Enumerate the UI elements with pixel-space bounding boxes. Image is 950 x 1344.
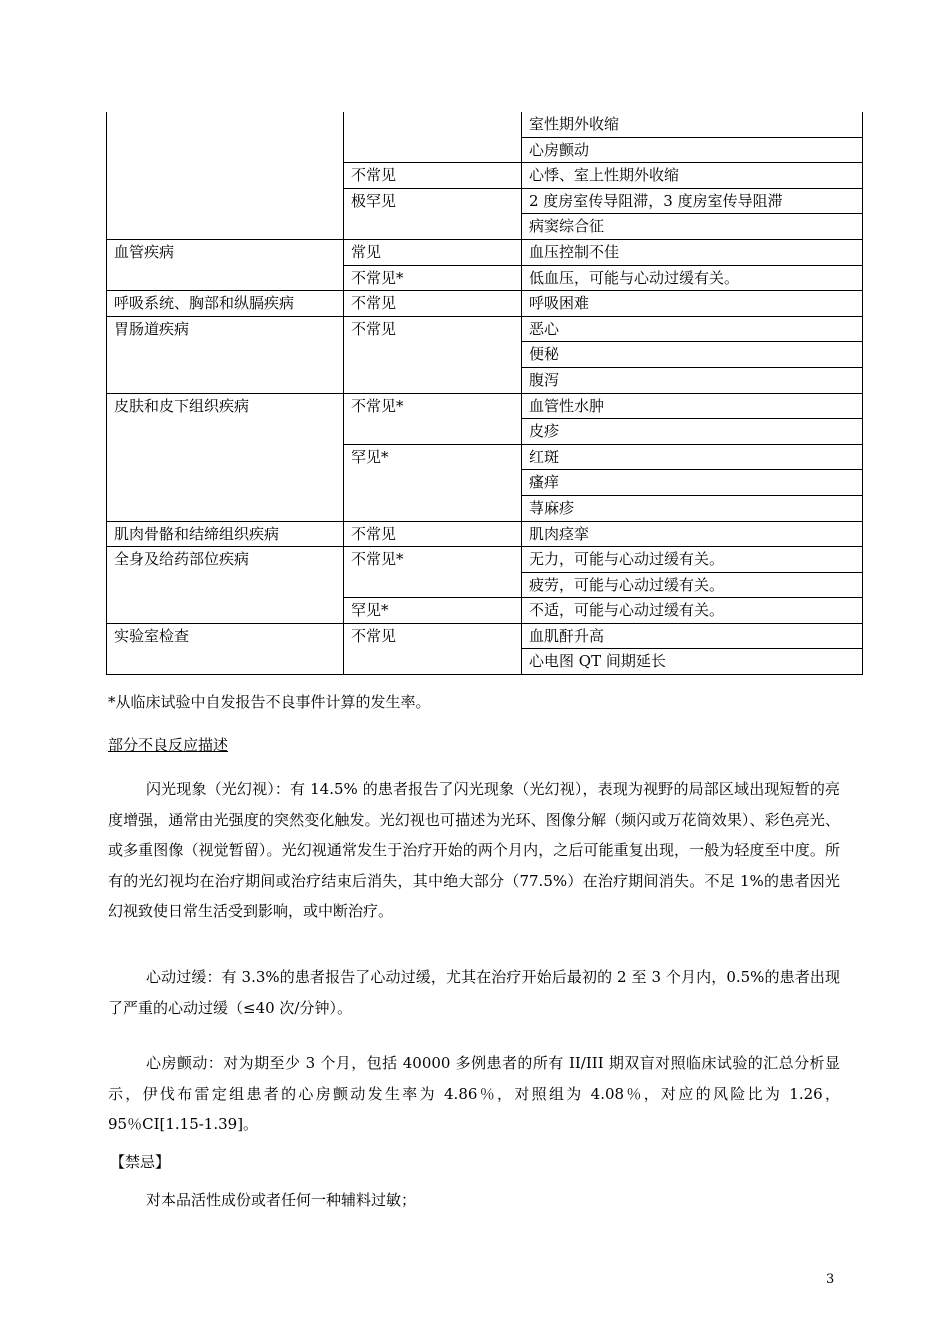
table-cell-frequency: 常见 bbox=[344, 239, 522, 265]
table-cell-frequency: 罕见* bbox=[344, 598, 522, 624]
section-subheading: 部分不良反应描述 bbox=[108, 736, 229, 754]
table-footnote: *从临床试验中自发报告不良事件计算的发生率。 bbox=[108, 693, 431, 711]
table-cell-frequency: 不常见* bbox=[344, 547, 522, 598]
table-row bbox=[107, 112, 863, 137]
table-cell-reaction: 腹泻 bbox=[522, 367, 863, 393]
table-cell-reaction: 无力，可能与心动过缓有关。 bbox=[522, 547, 863, 573]
table-cell-reaction: 血管性水肿 bbox=[522, 393, 863, 419]
table-cell-reaction: 心悸、室上性期外收缩 bbox=[522, 163, 863, 189]
table-cell-reaction: 2 度房室传导阻滞，3 度房室传导阻滞 bbox=[522, 188, 863, 214]
table-cell-reaction: 呼吸困难 bbox=[522, 291, 863, 317]
paragraph-atrial-fibrillation: 心房颤动：对为期至少 3 个月，包括 40000 多例患者的所有 II/III 期双盲对照临床试验的汇总分析显示，伊伐布雷定组患者的心房颤动发生率为 4.86％，对照组为 4.08％，对应的风险比为 1.26，95％CI[1.15-1.39]。 bbox=[108, 1054, 840, 1133]
table-cell-reaction: 皮疹 bbox=[522, 419, 863, 445]
page-number: 3 bbox=[826, 1272, 835, 1287]
section-title-contraindications: 【禁忌】 bbox=[110, 1153, 171, 1171]
table-cell-frequency: 不常见 bbox=[344, 521, 522, 547]
table-cell-frequency: 极罕见 bbox=[344, 188, 522, 239]
table-cell-organ-class: 全身及给药部位疾病 bbox=[107, 547, 344, 624]
table-cell-organ-class: 血管疾病 bbox=[107, 239, 344, 290]
table-cell-organ-class: 呼吸系统、胸部和纵膈疾病 bbox=[107, 291, 344, 317]
table-cell-reaction: 血压控制不佳 bbox=[522, 239, 863, 265]
table-cell-organ-class: 肌肉骨骼和结缔组织疾病 bbox=[107, 521, 344, 547]
table-cell-frequency: 不常见 bbox=[344, 623, 522, 674]
adverse-reactions-table bbox=[106, 112, 863, 675]
table-cell-reaction: 血肌酐升高 bbox=[522, 623, 863, 649]
table-cell-reaction: 恶心 bbox=[522, 316, 863, 342]
table-cell-organ-class: 胃肠道疾病 bbox=[107, 316, 344, 393]
table-cell-frequency bbox=[344, 112, 522, 163]
table-cell-reaction: 不适，可能与心动过缓有关。 bbox=[522, 598, 863, 624]
table-cell-reaction: 疲劳，可能与心动过缓有关。 bbox=[522, 572, 863, 598]
table-cell-frequency: 不常见 bbox=[344, 291, 522, 317]
table-cell-reaction: 瘙痒 bbox=[522, 470, 863, 496]
table-cell-reaction: 便秘 bbox=[522, 342, 863, 368]
table-cell-frequency: 不常见 bbox=[344, 163, 522, 189]
contraindication-item: 对本品活性成份或者任何一种辅料过敏； bbox=[146, 1191, 417, 1209]
paragraph-bradycardia: 心动过缓：有 3.3%的患者报告了心动过缓，尤其在治疗开始后最初的 2 至 3 个月内，0.5%的患者出现了严重的心动过缓（≤40 次/分钟）。 bbox=[108, 968, 840, 1017]
table-cell-reaction: 荨麻疹 bbox=[522, 495, 863, 521]
table-cell-frequency: 不常见* bbox=[344, 265, 522, 291]
table-cell-reaction: 心房颤动 bbox=[522, 137, 863, 163]
paragraph-phosphenes: 闪光现象（光幻视）：有 14.5% 的患者报告了闪光现象（光幻视），表现为视野的局部区域出现短暂的亮度增强，通常由光强度的突然变化触发。光幻视也可描述为光环、图像分解（频闪或万花筒效果）、彩色亮光、或多重图像（视觉暂留）。光幻视通常发生于治疗开始的两个月内，之后可能重复出现，一般为轻度至中度。所有的光幻视均在治疗期间或治疗结束后消失，其中绝大部分（77.5%）在治疗期间消失。不足 1%的患者因光幻视致使日常生活受到影响，或中断治疗。 bbox=[108, 780, 840, 920]
table-row bbox=[107, 316, 863, 342]
table-cell-frequency: 不常见 bbox=[344, 316, 522, 393]
table-row bbox=[107, 393, 863, 419]
table-row bbox=[107, 623, 863, 649]
table-cell-frequency: 罕见* bbox=[344, 444, 522, 521]
table-cell-frequency: 不常见* bbox=[344, 393, 522, 444]
table-row bbox=[107, 521, 863, 547]
table-cell-reaction: 病窦综合征 bbox=[522, 214, 863, 240]
table-cell-reaction: 心电图 QT 间期延长 bbox=[522, 649, 863, 675]
table-cell-reaction: 低血压，可能与心动过缓有关。 bbox=[522, 265, 863, 291]
table-cell-organ-class bbox=[107, 112, 344, 239]
table-row bbox=[107, 547, 863, 573]
table-cell-organ-class: 实验室检查 bbox=[107, 623, 344, 674]
table-row bbox=[107, 239, 863, 265]
table-cell-reaction: 室性期外收缩 bbox=[522, 112, 863, 137]
table-cell-reaction: 红斑 bbox=[522, 444, 863, 470]
table-cell-reaction: 肌肉痉挛 bbox=[522, 521, 863, 547]
table-row bbox=[107, 291, 863, 317]
table-cell-organ-class: 皮肤和皮下组织疾病 bbox=[107, 393, 344, 521]
